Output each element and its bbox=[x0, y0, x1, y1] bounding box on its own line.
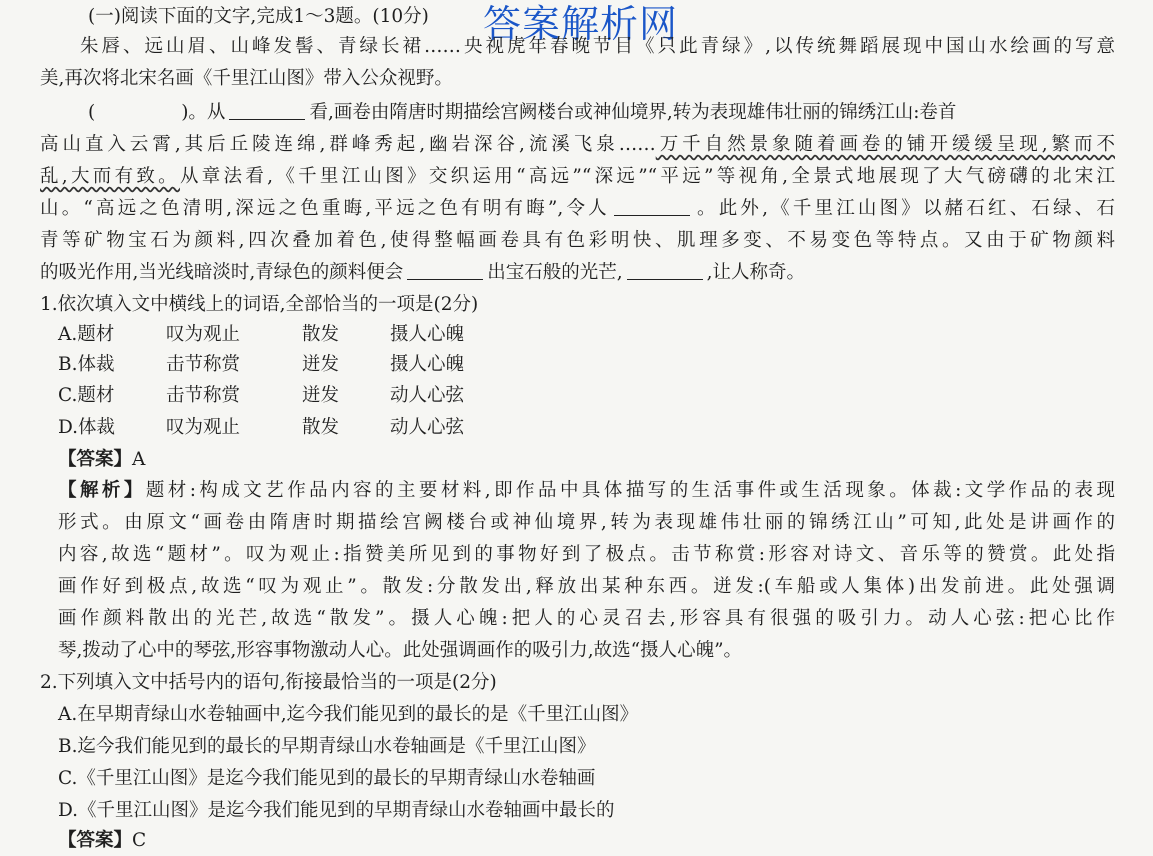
answer-value: C bbox=[132, 830, 147, 851]
q1-analysis-line: 画作好到极点,故选“叹为观止”。散发:分散发出,释放出某种东西。迸发:(车船或人集体)出发前进。此处强调 bbox=[58, 576, 1115, 597]
q1-analysis-line: 画作颜料散出的光芒,故选“散发”。摄人心魄:把人的心灵召去,形容具有很强的吸引力。动人心弦:把心比作 bbox=[58, 608, 1115, 629]
passage-line: 朱唇、远山眉、山峰发髻、青绿长裙……央视虎年春晚节目《只此青绿》,以传统舞蹈展现中国山水绘画的写意 bbox=[80, 36, 1115, 57]
question-2-stem: 2.下列填入文中括号内的语句,衔接最恰当的一项是(2分) bbox=[40, 672, 497, 693]
q2-option-a[interactable]: A.在早期青绿山水卷轴画中,迄今我们能见到的最长的是《千里江山图》 bbox=[58, 704, 639, 725]
fill-blank-2 bbox=[614, 197, 690, 216]
q1-analysis-line: 【解析】题材:构成文艺作品内容的主要材料,即作品中具体描写的生活事件或生活现象。体裁:文学作品的表现 bbox=[58, 480, 1115, 501]
passage-line: 乱,大而有致。从章法看,《千里江山图》交织运用“高远”“深远”“平远”等视角,全景式地展现了大气磅礴的北宋江 bbox=[40, 166, 1115, 187]
q2-option-c[interactable]: C.《千里江山图》是迄今我们能见到的最长的早期青绿山水卷轴画 bbox=[58, 768, 596, 789]
wavy-underline-text: 万千自然景象随着画卷的铺开缓缓呈现,繁而不 bbox=[655, 134, 1115, 155]
passage-line: 的吸光作用,当光线暗淡时,青绿色的颜料便会 出宝石般的光芒, ,让人称奇。 bbox=[40, 262, 806, 283]
passage-line: 青等矿物宝石为颜料,四次叠加着色,使得整幅画卷具有色彩明快、肌理多变、不易变色等特点。又由于矿物颜料 bbox=[40, 230, 1115, 251]
passage-line: 高山直入云霄,其后丘陵连绵,群峰秀起,幽岩深谷,流溪飞泉……万千自然景象随着画卷的铺开缓缓呈现,繁而不 bbox=[40, 134, 1115, 155]
fill-blank-4 bbox=[627, 261, 703, 280]
q1-answer bbox=[58, 447, 145, 473]
wavy-underline-text: 乱,大而有致。 bbox=[40, 166, 180, 187]
passage-text: 看,画卷由隋唐时期描绘宫阙楼台或神仙境界,转为表现雄伟壮丽的锦绣江山:卷首 bbox=[309, 102, 957, 123]
q1-analysis-line: 内容,故选“题材”。叹为观止:指赞美所见到的事物好到了极点。击节称赏:形容对诗文、音乐等的赞赏。此处指 bbox=[58, 544, 1115, 565]
q2-answer bbox=[58, 828, 146, 854]
q1-analysis-line: 形式。由原文“画卷由隋唐时期描绘宫阙楼台或神仙境界,转为表现雄伟壮丽的锦绣江山”可知,此处是讲画作的 bbox=[58, 512, 1115, 533]
q2-option-b[interactable]: B.迄今我们能见到的最长的早期青绿山水卷轴画是《千里江山图》 bbox=[58, 736, 596, 757]
fill-blank-3 bbox=[407, 261, 483, 280]
passage-line: 美,再次将北宋名画《千里江山图》带入公众视野。 bbox=[40, 68, 453, 89]
passage-line bbox=[88, 100, 956, 126]
paren-open: ( bbox=[88, 102, 96, 123]
answer-value: A bbox=[132, 449, 146, 470]
answer-label: 【答案】 bbox=[58, 830, 133, 851]
analysis-label: 【解析】 bbox=[58, 480, 146, 501]
q1-analysis-line: 琴,拨动了心中的琴弦,形容事物激动人心。此处强调画作的吸引力,故选“摄人心魄”。 bbox=[58, 640, 743, 661]
exam-page: (一)阅读下面的文字,完成1～3题。(10分) 答案解析网 朱唇、远山眉、山峰发髻、青绿长裙……央视虎年春晚节目《只此青绿》,以传统舞蹈展现中国山水绘画的写意 美,再次将北宋名画《千里江山图》带入公众视野。 ( )。从 看,画卷由隋唐时期描绘宫阙楼台或神仙境界,转为表现雄伟壮丽的锦绣江山:卷首 高山直入云霄,其后丘陵连绵,群峰秀起,幽岩深谷,流溪飞泉……万千自然景象随着画卷的铺开缓缓呈现,繁而不 乱,大而有致。从章法看,《千里江山图》交织运用“高远”“深远”“平远”等视角,全景式地展现了大气磅礴的北宋江 山。“高远之色清明,深远之色重晦,平远之色有明有晦”,令人 。此外,《千里江山图》以赭石红、石绿、石 青等矿物宝石为颜料,四次叠加着色,使得整幅画卷具有色彩明快、肌理多变、不易变色等特点。又由于矿物颜料 的吸光作用,当光线暗淡时,青绿色的颜料便会 出宝石般的光芒, ,让人称奇。 1.依次填入文中横线上的词语,全部恰当的一项是(2分) A.题材 叹为观止 散发 摄人心魄 B.体裁 击节称赏 迸发 摄人心魄 C.题材 击节称赏 迸发 动人心弦 D.体裁 叹为观止 散发 动人心弦 【答案】A 【解析】题材:构成文艺作品内容的主要材料,即作品中具体描写的生活事件或生活现象。体裁:文学作品的表现 形式。由原文“画卷由隋唐时期描绘宫阙楼台或神仙境界,转为表现雄伟壮丽的锦绣江山”可知,此处是讲画作的 内容,故选“题材”。叹为观止:指赞美所见到的事物好到了极点。击节称赏:形容对诗文、音乐等的赞赏。此处指 画作好到极点,故选“叹为观止”。散发:分散发出,释放出某种东西。迸发:(车船或人集体)出发前进。此处强调 画作颜料散出的光芒,故选“散发”。摄人心魄:把人的心灵召去,形容具有很强的吸引力。动人心弦:把心比作 琴,拨动了心中的琴弦,形容事物激动人心。此处强调画作的吸引力,故选“摄人心魄”。 2.下列填入文中括号内的语句,衔接最恰当的一项是(2分) A.在早期青绿山水卷轴画中,迄今我们能见到的最长的是《千里江山图》 B.迄今我们能见到的最长的早期青绿山水卷轴画是《千里江山图》 C.《千里江山图》是迄今我们能见到的最长的早期青绿山水卷轴画 D.《千里江山图》是迄今我们能见到的早期青绿山水卷轴画中最长的 【答案】C bbox=[0, 0, 1153, 856]
answer-label: 【答案】 bbox=[58, 449, 133, 470]
fill-blank-1 bbox=[229, 101, 305, 120]
watermark-logo: 答案解析网 bbox=[483, 2, 679, 46]
passage-line: 山。“高远之色清明,深远之色重晦,平远之色有明有晦”,令人 。此外,《千里江山图》以赭石红、石绿、石 bbox=[40, 198, 1115, 219]
q2-option-d[interactable]: D.《千里江山图》是迄今我们能见到的早期青绿山水卷轴画中最长的 bbox=[58, 800, 615, 821]
section-header: (一)阅读下面的文字,完成1～3题。(10分) bbox=[88, 6, 429, 27]
paren-close: )。从 bbox=[181, 102, 226, 123]
question-1-stem: 1.依次填入文中横线上的词语,全部恰当的一项是(2分) bbox=[40, 294, 479, 315]
